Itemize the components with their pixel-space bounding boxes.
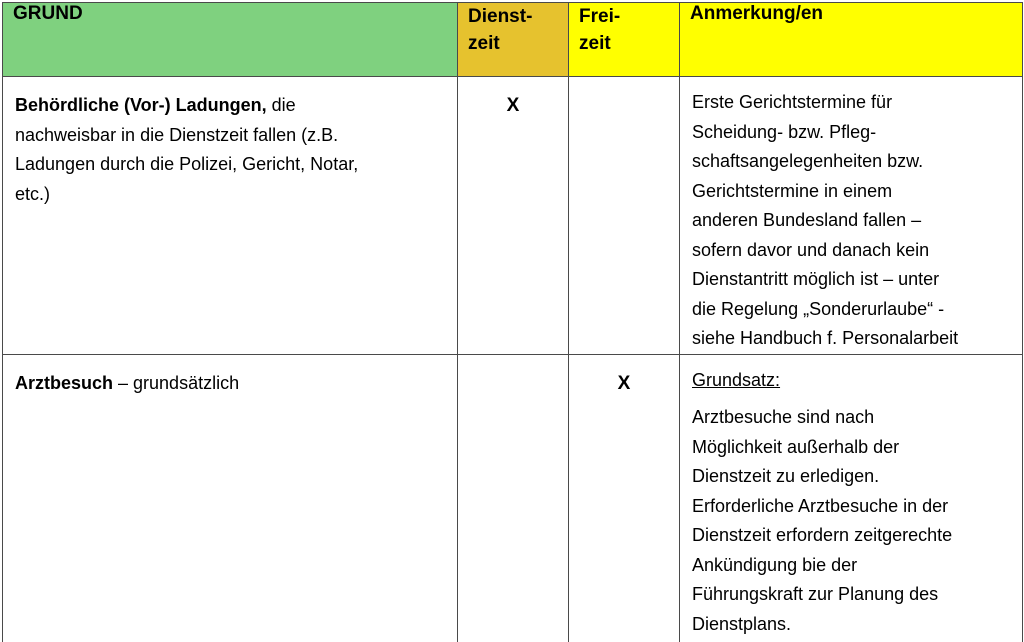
- table-header-row: [3, 3, 1023, 77]
- note-cell: Grundsatz: Arztbesuche sind nach Möglichkeit außerhalb der Dienstzeit zu erledigen. Erforderliche Arztbesuche in der Dienstzeit erfordern zeitgerechte Ankündigung bie der Führungskraft zur Planung des Dienstplans.: [680, 354, 1023, 642]
- header-grund: GRUND: [3, 3, 458, 77]
- dienstzeit-mark: [458, 354, 569, 642]
- regulation-table: [2, 2, 1023, 642]
- table-row: [3, 77, 1023, 355]
- header-freizeit: Frei- zeit: [569, 3, 680, 77]
- freizeit-mark: [569, 77, 680, 355]
- reason-cell: Behördliche (Vor-) Ladungen, die nachweisbar in die Dienstzeit fallen (z.B. Ladungen durch die Polizei, Gericht, Notar, etc.): [3, 77, 458, 355]
- table-row: [3, 354, 1023, 642]
- reason-bold: Arztbesuch: [15, 372, 114, 393]
- note-heading: Grundsatz:: [692, 369, 781, 390]
- header-dienstzeit: Dienst- zeit: [458, 3, 569, 77]
- note-cell: Erste Gerichtstermine für Scheidung- bzw. Pfleg- schaftsangelegenheiten bzw. Gerichtstermine in einem anderen Bundesland fallen – sofern davor und danach kein Dienstantritt möglich ist – unter die Regelung „Sonderurlaube“ - siehe Handbuch f. Personalarbeit: [680, 77, 1023, 355]
- dienstzeit-mark: X: [458, 77, 569, 355]
- reason-bold: Behördliche (Vor-) Ladungen,: [15, 95, 267, 115]
- reason-cell: Arztbesuch – grundsätzlich: [3, 354, 458, 642]
- header-anmerkung: Anmerkung/en: [680, 3, 1023, 77]
- freizeit-mark: X: [569, 354, 680, 642]
